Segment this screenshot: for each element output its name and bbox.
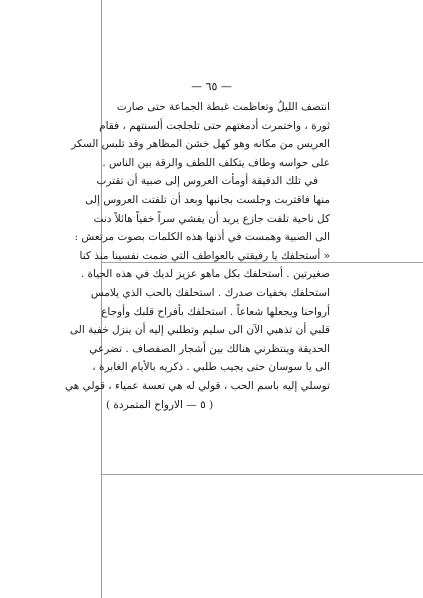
text-line: منها فاقتربت وجلست بجانبها وبعد أن تلفتت العروس إلى <box>85 193 330 206</box>
text-line: ثورة ، واختمرت أدمغتهم حتى تلجلجت ألسنتهم ، فقام <box>99 119 330 132</box>
text-line: أرواحنا ويجعلها شعاعاً . استحلفك بأفراح قلبك وأوجاع <box>101 305 330 318</box>
text-line: في تلك الدقيقة أومأت العروس إلى صبية أن تقترب <box>96 175 318 188</box>
text-line: العريس من مكانه وهو كهل خشن المظاهر وقد تلبس السكر <box>71 138 330 151</box>
text-line: قلبي أن تذهبي الآن الى سليم وتطلبي إليه أن ينزل خفية الى <box>69 324 330 337</box>
text-line: توسلي إليه باسم الحب ، قولي له هي تعسة عمياء ، قولي هي <box>64 379 330 392</box>
text-line: الى يا سوسان حتى يجيب طلبي . ذكريه بالأيام الغابرة ، <box>92 361 330 374</box>
horizontal-rule <box>101 474 423 475</box>
text-line: استحلفك بخفيات صدرك . استحلفك بالحب الذي يلامس <box>90 286 330 299</box>
text-line: « أستحلفك يا رفيقتي بالعواطف التي ضمت نفسينا منذ كنا <box>79 249 330 262</box>
book-title-footer: ( ٥ — الارواح المتمردة ) <box>106 398 214 411</box>
text-line: الى الصبية وهمست في أذنها هذه الكلمات بصوت مرتعش : <box>74 231 330 244</box>
body-text <box>64 98 330 414</box>
text-line: على حواسه وطاف يتكلف اللطف والرقة بين الناس . <box>102 156 330 169</box>
text-line: كل ناحية تلفت جازع يريد أن يفشي سراً خفياً هائلاً دنت <box>93 212 330 225</box>
text-line: صغيرتين . أستحلفك بكل ماهو عزيز لديك في هذه الحياة . <box>80 268 330 281</box>
page-number: — ٦٥ — <box>191 80 232 93</box>
text-line: الحديقة وينتظرني هنالك بين أشجار الصفصاف . تضرعي <box>89 342 330 355</box>
text-line: انتصف الليلُ وتعاظمت غبطة الجماعة حتى صارت <box>116 101 330 113</box>
